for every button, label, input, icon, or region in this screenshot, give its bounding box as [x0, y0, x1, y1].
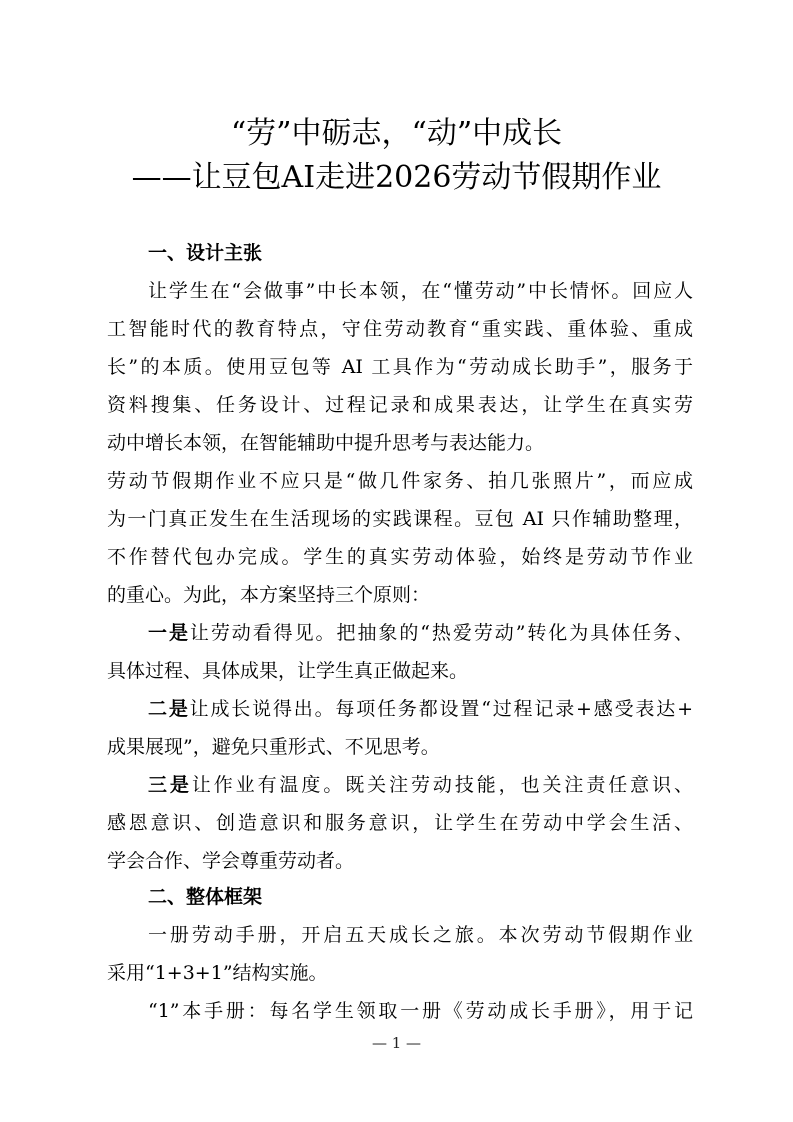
principle-lead: 一是	[148, 622, 190, 644]
principle-lead: 二是	[148, 698, 190, 720]
paragraph-line: 资料搜集、任务设计、过程记录和成果表达，让学生在真实劳	[107, 394, 693, 416]
paragraph-line: 学会合作、学会尊重劳动者。	[107, 850, 355, 872]
paragraph-line: 不作替代包办完成。学生的真实劳动体验，始终是劳动节作业	[107, 546, 693, 568]
section-heading-design: 一、设计主张	[148, 242, 263, 264]
paragraph-line: 采用“1+3+1”结构实施。	[107, 962, 328, 984]
paragraph-line: “1”本手册：每名学生领取一册《劳动成长手册》，用于记	[148, 1000, 693, 1022]
paragraph-line: 让学生在“会做事”中长本领，在“懂劳动”中长情怀。回应人	[148, 280, 693, 302]
paragraph-line: 动中增长本领，在智能辅助中提升思考与表达能力。	[107, 432, 545, 454]
paragraph-line: 工智能时代的教育特点，守住劳动教育“重实践、重体验、重成	[107, 318, 693, 340]
paragraph-line: 的重心。为此，本方案坚持三个原则：	[107, 584, 431, 606]
principle-two: 二是让成长说得出。每项任务都设置“过程记录+感受表达+	[148, 698, 693, 720]
paragraph-line: 为一门真正发生在生活现场的实践课程。豆包 AI 只作辅助整理，	[107, 508, 693, 530]
principle-one: 一是让劳动看得见。把抽象的“热爱劳动”转化为具体任务、	[148, 622, 693, 644]
paragraph-line: 劳动节假期作业不应只是“做几件家务、拍几张照片”，而应成	[107, 470, 693, 492]
principle-lead: 三是	[148, 774, 192, 796]
paragraph-line: 一册劳动手册，开启五天成长之旅。本次劳动节假期作业	[148, 924, 693, 946]
principle-three: 三是让作业有温度。既关注劳动技能，也关注责任意识、	[148, 774, 693, 796]
document-subtitle: ——让豆包AI走进2026劳动节假期作业	[131, 160, 662, 195]
paragraph-line: 具体过程、具体成果，让学生真正做起来。	[107, 660, 469, 682]
paragraph-line: 长”的本质。使用豆包等 AI 工具作为“劳动成长助手”，服务于	[107, 356, 693, 378]
document-title: “劳”中砺志，“动”中成长	[230, 116, 563, 151]
section-heading-framework: 二、整体框架	[148, 886, 263, 908]
paragraph-line: 感恩意识、创造意识和服务意识，让学生在劳动中学会生活、	[107, 812, 693, 834]
page-number: — 1 —	[371, 1034, 422, 1052]
paragraph-line: 成果展现”，避免只重形式、不见思考。	[107, 736, 440, 758]
